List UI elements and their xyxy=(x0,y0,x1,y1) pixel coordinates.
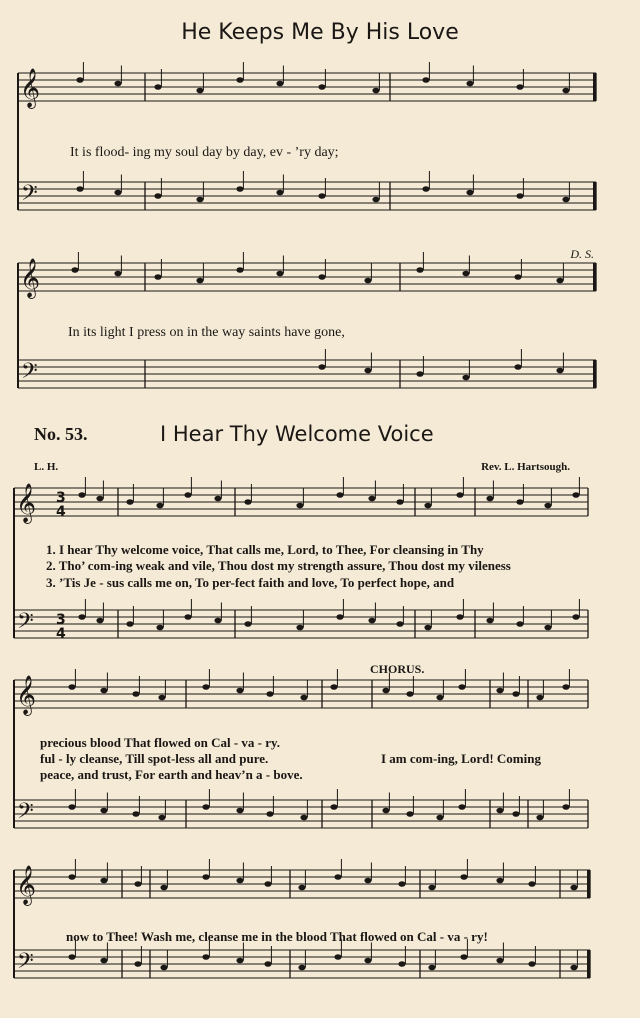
note xyxy=(100,958,107,964)
note xyxy=(364,878,371,884)
bass-clef: 𝄢 xyxy=(17,799,34,829)
treble-clef: 𝄞 xyxy=(20,68,41,108)
note xyxy=(134,881,141,887)
note xyxy=(514,364,521,370)
note xyxy=(236,958,243,964)
note xyxy=(562,684,569,690)
final-barline xyxy=(593,182,596,210)
note xyxy=(368,618,375,624)
note xyxy=(486,618,493,624)
note xyxy=(71,267,78,273)
note xyxy=(364,278,371,284)
note xyxy=(100,688,107,694)
note xyxy=(214,618,221,624)
note xyxy=(276,81,283,87)
note xyxy=(334,874,341,880)
time-signature: 3 xyxy=(56,490,66,506)
note xyxy=(398,881,405,887)
note xyxy=(184,614,191,620)
note xyxy=(486,496,493,502)
note xyxy=(462,375,469,381)
note xyxy=(368,496,375,502)
note xyxy=(236,267,243,273)
note xyxy=(202,954,209,960)
treble-clef: 𝄞 xyxy=(20,258,41,298)
note xyxy=(68,954,75,960)
note xyxy=(336,492,343,498)
note xyxy=(202,804,209,810)
note xyxy=(406,811,413,817)
note xyxy=(536,695,543,701)
note xyxy=(202,684,209,690)
note xyxy=(160,965,167,971)
note xyxy=(264,881,271,887)
treble-clef: 𝄞 xyxy=(16,483,37,523)
hymn-title-he-keeps-me: He Keeps Me By His Love xyxy=(181,20,459,45)
note xyxy=(572,492,579,498)
note xyxy=(266,811,273,817)
note xyxy=(516,193,523,199)
bass-clef: 𝄢 xyxy=(21,359,38,389)
note xyxy=(184,492,191,498)
verse-line-3: 3. ’Tis Je - sus calls me on, To per-fect faith and love, To perfect hope, and xyxy=(46,575,455,590)
note xyxy=(276,190,283,196)
time-signature: 3 xyxy=(56,612,66,628)
note xyxy=(364,368,371,374)
note xyxy=(68,804,75,810)
note xyxy=(196,88,203,94)
note xyxy=(456,492,463,498)
note xyxy=(372,197,379,203)
note xyxy=(424,625,431,631)
final-barline xyxy=(587,870,590,898)
note xyxy=(460,874,467,880)
verse-line-2-cont: ful - ly cleanse, Till spot-less all and pure. xyxy=(40,751,269,766)
note xyxy=(158,815,165,821)
note xyxy=(126,499,133,505)
note xyxy=(244,499,251,505)
final-barline xyxy=(587,950,590,978)
note xyxy=(318,274,325,280)
note xyxy=(556,368,563,374)
author-credit: Rev. L. Hartsough. xyxy=(481,461,570,473)
note xyxy=(528,881,535,887)
treble-clef: 𝄞 xyxy=(16,865,37,905)
note xyxy=(300,815,307,821)
note xyxy=(134,961,141,967)
note xyxy=(330,804,337,810)
note xyxy=(236,878,243,884)
note xyxy=(536,815,543,821)
bass-clef: 𝄢 xyxy=(17,949,34,979)
note xyxy=(296,625,303,631)
final-barline xyxy=(593,360,596,388)
note xyxy=(114,190,121,196)
note xyxy=(456,614,463,620)
verse-line-1: 1. I hear Thy welcome voice, That calls me, Lord, to Thee, For cleansing in Thy xyxy=(46,542,484,557)
composer-credit: L. H. xyxy=(34,461,59,473)
bass-clef: 𝄢 xyxy=(17,609,34,639)
note xyxy=(132,691,139,697)
bass-clef: 𝄢 xyxy=(21,181,38,211)
note xyxy=(236,77,243,83)
note xyxy=(158,695,165,701)
final-barline xyxy=(593,73,596,101)
verse-line-1-cont: precious blood That flowed on Cal - va - ry. xyxy=(40,735,281,750)
note xyxy=(298,885,305,891)
note xyxy=(214,496,221,502)
note xyxy=(572,614,579,620)
note xyxy=(334,954,341,960)
final-barline xyxy=(593,263,596,291)
note xyxy=(422,77,429,83)
note xyxy=(68,684,75,690)
hymn-title-welcome-voice: I Hear Thy Welcome Voice xyxy=(160,422,434,446)
chorus-lyric-2: now to Thee! Wash me, cleanse me in the blood That flowed on Cal - va - ry! xyxy=(66,929,488,944)
note xyxy=(78,614,85,620)
hymn-number: No. 53. xyxy=(34,424,88,444)
note xyxy=(266,691,273,697)
note xyxy=(236,186,243,192)
note xyxy=(298,965,305,971)
note xyxy=(428,885,435,891)
note xyxy=(114,271,121,277)
note xyxy=(126,621,133,627)
note xyxy=(396,621,403,627)
note xyxy=(196,197,203,203)
note xyxy=(436,695,443,701)
treble-clef: 𝄞 xyxy=(16,675,37,715)
note xyxy=(496,688,503,694)
note xyxy=(458,804,465,810)
ds-marking: D. S. xyxy=(570,247,594,261)
note xyxy=(416,267,423,273)
note xyxy=(562,804,569,810)
note xyxy=(236,808,243,814)
note xyxy=(154,274,161,280)
note xyxy=(544,503,551,509)
note xyxy=(406,691,413,697)
note xyxy=(330,684,337,690)
note xyxy=(562,88,569,94)
note xyxy=(76,186,83,192)
note xyxy=(396,499,403,505)
note xyxy=(336,614,343,620)
note xyxy=(132,811,139,817)
note xyxy=(318,84,325,90)
note xyxy=(466,81,473,87)
note xyxy=(78,492,85,498)
verse-line-2: 2. Tho’ com-ing weak and vile, Thou dost my strength assure, Thou dost my vileness xyxy=(46,558,511,573)
note xyxy=(428,965,435,971)
note xyxy=(300,695,307,701)
note xyxy=(424,503,431,509)
note xyxy=(264,961,271,967)
time-signature: 4 xyxy=(56,504,66,520)
note xyxy=(562,197,569,203)
note xyxy=(382,808,389,814)
note xyxy=(496,878,503,884)
lyric-line: In its light I press on in the way saints have gone, xyxy=(68,325,345,340)
note xyxy=(156,503,163,509)
note xyxy=(570,965,577,971)
note xyxy=(76,77,83,83)
note xyxy=(398,961,405,967)
verse-line-3-cont: peace, and trust, For earth and heav’n a - bove. xyxy=(40,767,303,782)
note xyxy=(154,193,161,199)
note xyxy=(458,684,465,690)
note xyxy=(100,878,107,884)
note xyxy=(114,81,121,87)
note xyxy=(364,958,371,964)
note xyxy=(96,496,103,502)
note xyxy=(372,88,379,94)
note xyxy=(318,193,325,199)
note xyxy=(154,84,161,90)
note xyxy=(68,874,75,880)
note xyxy=(236,688,243,694)
lyric-line: It is flood- ing my soul day by day, ev - ’ry day; xyxy=(70,145,339,160)
note xyxy=(196,278,203,284)
note xyxy=(514,274,521,280)
chorus-lyric-1: I am com-ing, Lord! Coming xyxy=(381,751,541,766)
note xyxy=(512,811,519,817)
note xyxy=(296,503,303,509)
note xyxy=(244,621,251,627)
note xyxy=(100,808,107,814)
note xyxy=(318,364,325,370)
note xyxy=(570,885,577,891)
note xyxy=(516,621,523,627)
note xyxy=(96,618,103,624)
note xyxy=(512,691,519,697)
note xyxy=(276,271,283,277)
note xyxy=(156,625,163,631)
note xyxy=(528,961,535,967)
note xyxy=(160,885,167,891)
note xyxy=(436,815,443,821)
note xyxy=(202,874,209,880)
note xyxy=(382,688,389,694)
chorus-label: CHORUS. xyxy=(370,662,425,676)
note xyxy=(556,278,563,284)
note xyxy=(462,271,469,277)
note xyxy=(422,186,429,192)
note xyxy=(496,958,503,964)
note xyxy=(466,190,473,196)
note xyxy=(516,499,523,505)
note xyxy=(516,84,523,90)
note xyxy=(544,625,551,631)
note xyxy=(460,954,467,960)
note xyxy=(416,371,423,377)
note xyxy=(496,808,503,814)
time-signature: 4 xyxy=(56,626,66,642)
